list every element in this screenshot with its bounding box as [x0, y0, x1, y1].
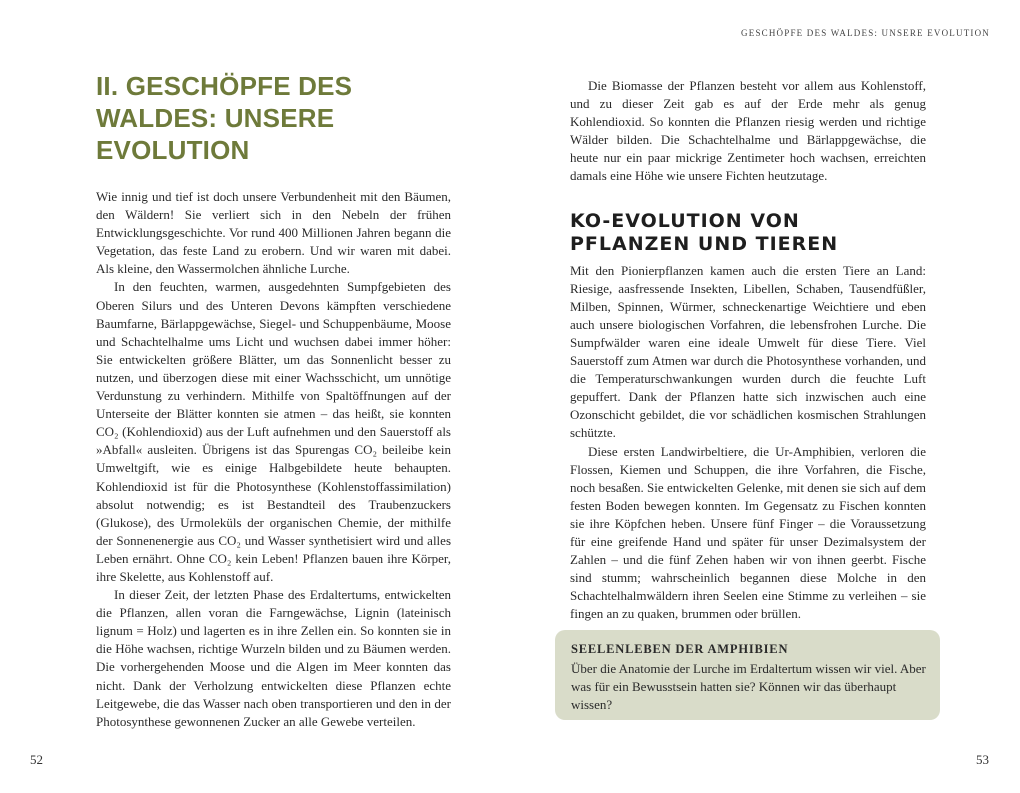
section-paragraph-2: Diese ersten Landwirbeltiere, die Ur-Amphibien, verloren die Flossen, Kiemen und Schuppen, die ihre Vorfahren, die Fische, noch besaßen. Sie entwickelten Gelenke, mit denen sie sich auf dem festen Boden bewegen konnten. Im Gegensatz zu Fischen konnten sie ihre Köpfchen heben. Unsere fünf Finger – die Voraussetzung für eine greifende Hand und später für unser Dezimalsystem der Zahlen – und die fünf Zehen haben wir von ihnen geerbt. Fische sind stumm; wahrscheinlich begannen diese Molche in den Schachtelhalmwäldern ihren Seelen eine Stimme zu verleihen – sie fingen an zu quaken, brummen oder brüllen.: [570, 443, 926, 622]
info-box: [555, 630, 940, 720]
body-paragraph-3: In dieser Zeit, der letzten Phase des Erdaltertums, entwickelten die Pflanzen, allen voran die Farngewächse, Lignin (lateinisch lignum = Holz) und lagerten es in ihre Zellen ein. So konnten sie in die Höhe wachsen, richtige Wurzeln bilden und zu Bäumen werden. Die vorhergehenden Moose und die Algen im Meer konnten das nicht. Dank der Verholzung entwickelten diese Pflanzen echte Leitgewebe, die das Wasser nach oben transportieren und den in der Photosynthese gewonnenen Zucker an alle Gewebe verteilen.: [96, 587, 451, 729]
info-box-title: SEELENLEBEN DER AMPHIBIEN: [571, 642, 789, 656]
running-head: GESCHÖPFE DES WALDES: UNSERE EVOLUTION: [741, 28, 990, 38]
right-page-column: [570, 77, 926, 623]
section-paragraph-1: Mit den Pionierpflanzen kamen auch die ersten Tiere an Land: Riesige, aasfressende Insekten, Libellen, Schaben, Tausendfüßler, Milben, Spinnen, Würmer, schneckenartige Weichtiere und eben auch unsere biologischen Vorfahren, die lebensfrohen Lurche. Die Sumpfwälder waren eine ideale Umwelt für diese Tiere. Viel Sauerstoff zum Atmen war durch die Photosynthese vorhanden, und die Temperaturschwankungen wurden durch die feuchte Luft gepuffert. Dank der Pflanzen hatte sich inzwischen auch eine Ozonschicht gebildet, die vor schädlichen kosmischen Strahlungen schützte.: [570, 262, 926, 441]
page-number-left: 52: [30, 752, 43, 767]
info-box-text: Über die Anatomie der Lurche im Erdaltertum wissen wir viel. Aber was für ein Bewusstsein hatten sie? Können wir das überhaupt wissen?: [571, 661, 926, 712]
body-paragraph-2: In den feuchten, warmen, ausgedehnten Sumpfgebieten des Oberen Silurs und des Unteren Devons kämpften verschiedene Baumfarne, Bärlappgewächse, Siegel- und Schuppenbäume, Moose und Schachtelhalme ums Licht und wuchsen dabei immer höher: Sie entwickelten größere Blätter, um das Sonnenlicht besser zu nutzen, und überzogen diese mit einer Wachsschicht, um unnötige Verdunstung zu verhindern. Mithilfe von Spaltöffnungen auf der Unterseite der Blätter konnten sie atmen – das heißt, sie konnten CO₂ (Kohlendioxid) aus der Luft aufnehmen und den Sauerstoff als »Abfall« ausleiten. Übrigens ist das Spurengas CO₂ beileibe kein Umweltgift, wie es einige Halbgebildete heute behaupten. Kohlendioxid ist für die Photosynthese (Kohlenstoffassimilation) absolut notwendig; es ist Bestandteil des Traubenzuckers (Glukose), des Urmoleküls der organischen Chemie, der mithilfe der Sonnenenergie aus CO₂ und Wasser synthetisiert wird und alles Leben ernährt. Ohne CO₂ kein Leben! Pflanzen bauen ihre Körper, ihre Skelette, aus Kohlenstoff auf.: [96, 279, 451, 584]
page-number-right: 53: [976, 752, 989, 767]
intro-paragraph: Die Biomasse der Pflanzen besteht vor allem aus Kohlenstoff, und zu dieser Zeit gab es auf der Erde mehr als genug Kohlendioxid. So konnten die Pflanzen riesig werden und richtige Wälder bilden. Die Schachtelhalme und Bärlappgewächse, die heute nur ein paar mickrige Zentimeter hoch wachsen, erreichten damals eine Höhe wie unsere Fichten heutzutage.: [570, 78, 926, 184]
body-paragraph-1: Wie innig und tief ist doch unsere Verbundenheit mit den Bäumen, den Wäldern! Sie verliert sich in den Nebeln der frühen Entwicklungsgeschichte. Vor rund 400 Millionen Jahren begann die Vegetation, das feste Land zu erobern. Und wir waren mit dabei. Als kleine, den Wassermolchen ähnliche Lurche.: [96, 189, 451, 277]
left-page-column: [96, 70, 451, 731]
chapter-title: II. GESCHÖPFE DES WALDES: UNSERE EVOLUTION: [96, 71, 353, 165]
section-title: KO-EVOLUTION VON PFLANZEN UND TIEREN: [570, 209, 839, 255]
